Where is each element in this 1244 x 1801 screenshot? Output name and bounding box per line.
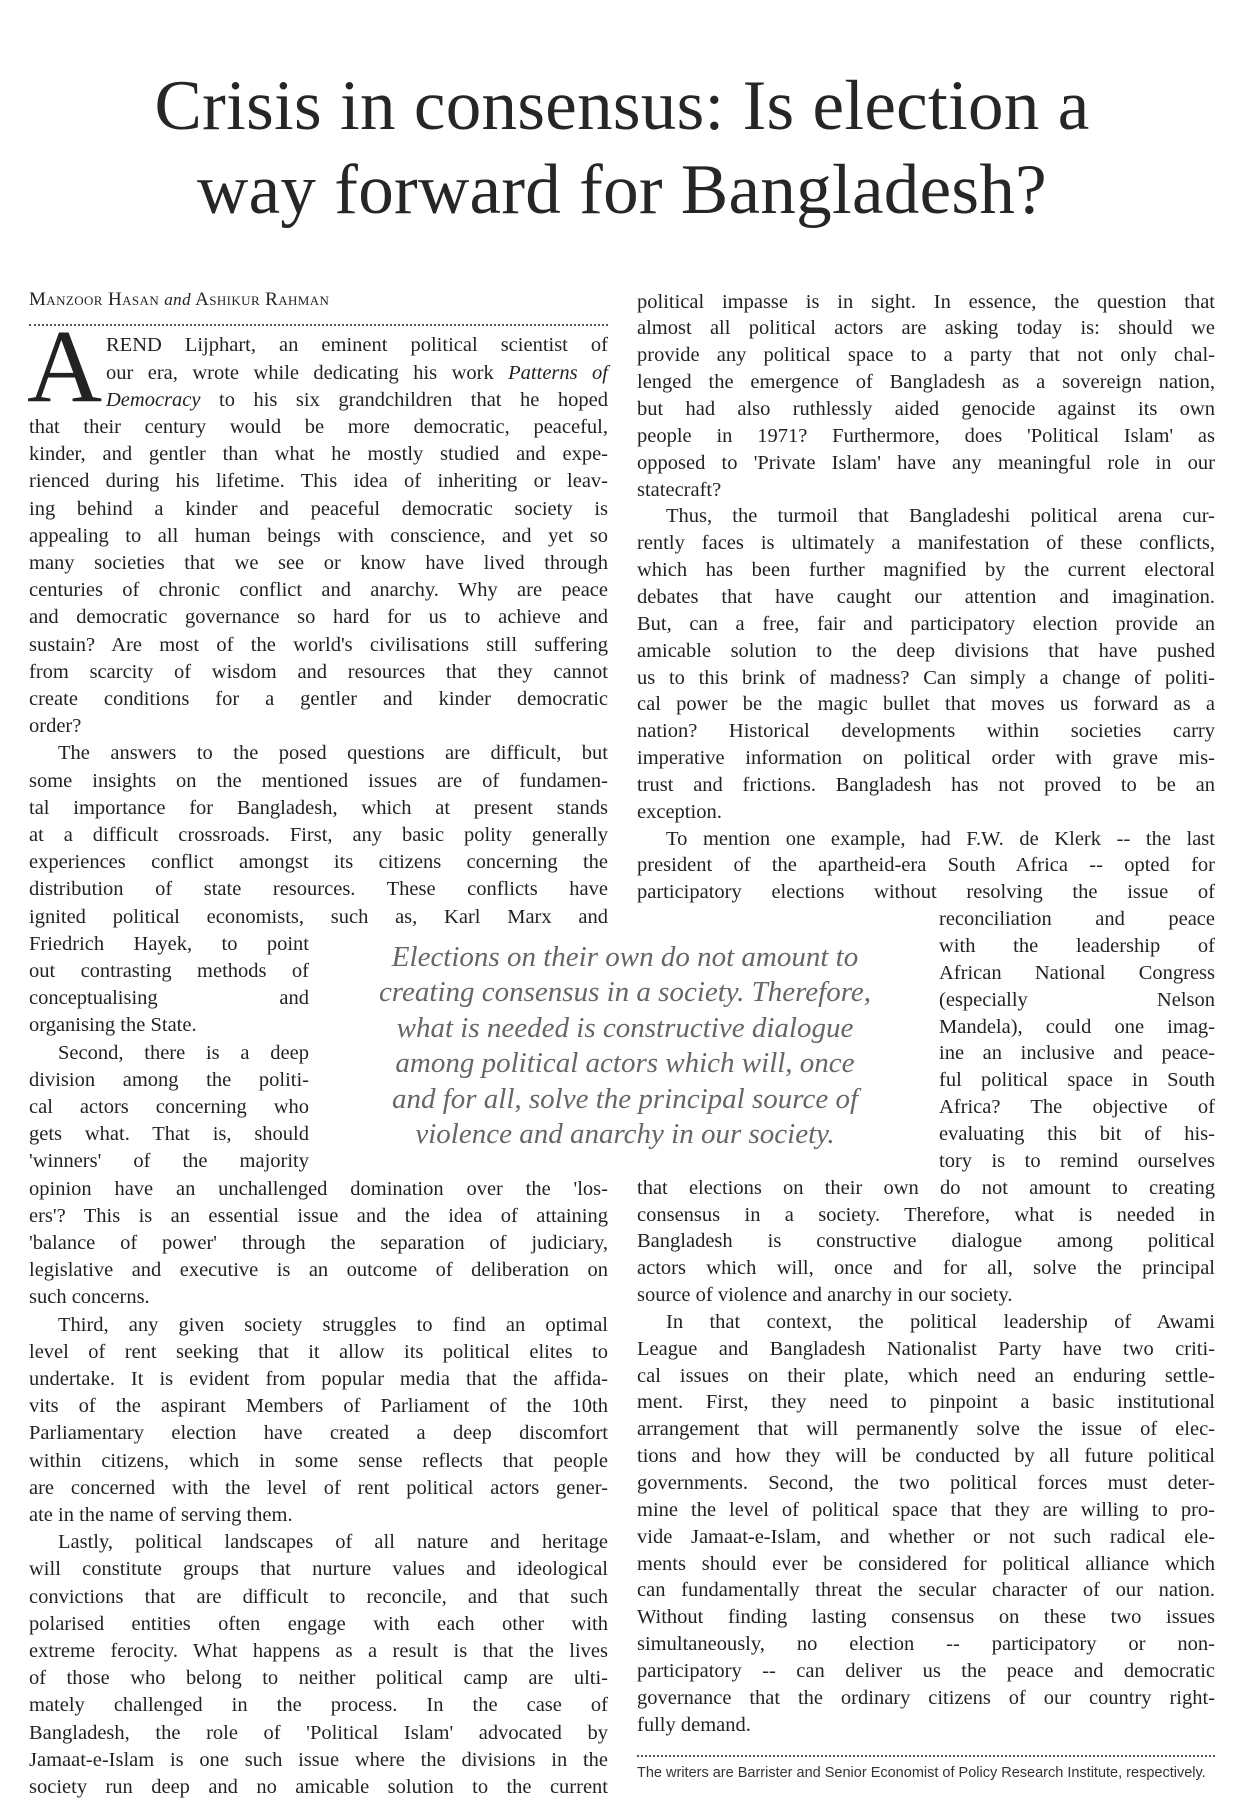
text-line: Thus, the turmoil that Bangladeshi political arena cur- [666, 505, 1215, 528]
text-line: governance that the ordinary citizens of our country right- [637, 1686, 1215, 1709]
text-line: cal actors concerning who [29, 1096, 309, 1118]
text-line: ment. First, they need to pinpoint a basic institutional [637, 1391, 1215, 1414]
text-line: source of violence and anarchy in our society. [637, 1284, 1013, 1307]
text-line: which has been further magnified by the current electoral [637, 559, 1215, 582]
text-line: president of the apartheid-era South Africa -- opted for [637, 854, 1215, 877]
text-line: governments. Second, the two political forces must deter- [637, 1472, 1215, 1494]
text-line: Bangladesh, the role of 'Political Islam' advocated by [29, 1721, 608, 1744]
text-line: Second, there is a deep [58, 1041, 309, 1064]
text-line: political impasse is in sight. In essence, the question that [637, 290, 1215, 313]
text-line: League and Bangladesh Nationalist Party have two criti- [637, 1337, 1215, 1360]
text-line: participatory elections without resolving the issue of [637, 881, 1215, 904]
pull-quote-line: violence and anarchy in our society. [415, 1118, 835, 1151]
text-line: kinder, and gentler than what he mostly studied and expe- [29, 443, 608, 466]
text-line: ine an inclusive and peace- [939, 1042, 1215, 1065]
text-line: participatory -- can deliver us the peace and democratic [637, 1659, 1215, 1682]
text-line: The answers to the posed questions are difficult, but [58, 742, 608, 765]
text-line: convictions that are difficult to reconcile, and that such [29, 1585, 608, 1608]
text-line: To mention one example, had F.W. de Klerk -- the last [666, 827, 1215, 850]
text-line: trust and frictions. Bangladesh has not proved to be an [637, 773, 1215, 796]
text-line: Without finding lasting consensus on these two issues [637, 1606, 1215, 1629]
text-line: within citizens, which in some sense reflects that people [29, 1449, 608, 1472]
text-line: exception. [637, 800, 722, 823]
text-line: ments should ever be considered for political alliance which [637, 1552, 1215, 1575]
text-line: ignited political economists, such as, Karl Marx and [29, 905, 608, 928]
text-line: consensus in a society. Therefore, what is needed in [637, 1203, 1215, 1226]
headline-line-1: Crisis in consensus: Is election a [154, 67, 1090, 145]
text-line: but had also ruthlessly aided genocide against its own [637, 398, 1215, 420]
text-line: amicable solution to the deep divisions that have pushed [637, 639, 1215, 662]
text-line: African National Congress [939, 961, 1215, 984]
text-line: polarised entities often engage with each other with [29, 1612, 608, 1635]
text-line: evaluating this bit of his- [939, 1122, 1215, 1145]
text-line: almost all political actors are asking today is: should we [637, 317, 1215, 340]
text-line: experiences conflict amongst its citizens concerning the [29, 851, 608, 874]
drop-cap: A [27, 309, 103, 424]
pull-quote-line: and for all, solve the principal source of [391, 1082, 859, 1115]
pull-quote-line: Elections on their own do not amount to [391, 941, 859, 973]
text-line [106, 360, 608, 387]
byline-conjunction: and [164, 290, 191, 309]
text-line: that elections on their own do not amount to creating [637, 1176, 1215, 1199]
text-line: 'balance of power' through the separation of judiciary, [29, 1232, 608, 1254]
text-line: fully demand. [637, 1713, 751, 1736]
text-line: division among the politi- [29, 1068, 309, 1091]
text-line: from scarcity of wisdom and resources that they cannot [29, 660, 608, 683]
author-footnote: The writers are Barrister and Senior Economist of Policy Research Institute, respectively. [637, 1765, 1206, 1781]
text-line: ing behind a kinder and peaceful democratic society is [29, 497, 608, 520]
text-line: opposed to 'Private Islam' have any meaningful role in our [637, 451, 1215, 474]
text-line: cal power be the magic bullet that moves us forward as a [637, 693, 1215, 716]
text-line: level of rent seeking that it allow its political elites to [29, 1340, 608, 1363]
footnote-divider [637, 1755, 1215, 1757]
text-line: debates that have caught our attention and imagination. [637, 585, 1215, 608]
headline-line-2: way forward for Bangladesh? [197, 151, 1047, 229]
author-2: Ashikur Rahman [195, 289, 330, 310]
text-line: opinion have an unchallenged domination over the 'los- [29, 1177, 608, 1200]
text-line: can fundamentally threat the secular character of our nation. [637, 1579, 1215, 1602]
text-line: distribution of state resources. These conflicts have [29, 878, 608, 901]
text-line: Jamaat-e-Islam is one such issue where the divisions in the [29, 1748, 608, 1771]
text-line: imperative information on political order with grave mis- [637, 747, 1215, 770]
text-line: at a difficult crossroads. First, any basic polity generally [29, 824, 608, 846]
text-line: ate in the name of serving them. [29, 1504, 293, 1526]
text-line: 'winners' of the majority [29, 1150, 309, 1173]
text-line: Lastly, political landscapes of all nature and heritage [58, 1531, 608, 1554]
text-line: with the leadership of [939, 935, 1215, 957]
text-line: that their century would be more democratic, peaceful, [29, 416, 608, 438]
text-line: legislative and executive is an outcome of deliberation on [29, 1259, 608, 1282]
text-line: rienced during his lifetime. This idea of inheriting or leav- [29, 470, 608, 493]
text-line: statecraft? [637, 478, 722, 501]
text-line: Friedrich Hayek, to point [29, 932, 309, 955]
text-line: out contrasting methods of [29, 960, 309, 982]
text-line: (especially Nelson [939, 988, 1215, 1011]
text-line: organising the State. [29, 1014, 197, 1037]
text-line: are concerned with the level of rent political actors gener- [29, 1476, 608, 1499]
pull-quote-line: what is needed is constructive dialogue [396, 1011, 854, 1044]
text-line: arrangement that will permanently solve the issue of elec- [637, 1418, 1215, 1441]
text-line: conceptualising and [29, 987, 309, 1010]
text-line: and democratic governance so hard for us to achieve and [29, 606, 608, 629]
author-1: Manzoor Hasan [29, 289, 160, 310]
text-line: many societies that we see or know have lived through [29, 552, 608, 574]
pull-quote-line: among political actors which will, once [395, 1047, 855, 1080]
text-line: In that context, the political leadership of Awami [666, 1310, 1215, 1333]
text-line: Bangladesh is constructive dialogue among political [637, 1230, 1215, 1253]
text-line: nation? Historical developments within societies carry [637, 720, 1215, 743]
text-line: reconciliation and peace [939, 908, 1215, 931]
text-line: tal importance for Bangladesh, which at present stands [29, 796, 608, 819]
pull-quote-line: creating consensus in a society. Therefore, [378, 976, 872, 1009]
text-line: gets what. That is, should [29, 1123, 309, 1146]
text-line: REND Lijphart, an eminent political scientist of [106, 334, 608, 357]
text-segment: to his six grandchildren that he hoped [200, 388, 608, 411]
text-line: society run deep and no amicable solution to the current [29, 1776, 608, 1798]
text-line: people in 1971? Furthermore, does 'Political Islam' as [637, 424, 1215, 447]
text-line: actors which will, once and for all, solve the principal [637, 1257, 1215, 1280]
text-line: simultaneously, no election -- participatory or non- [637, 1633, 1215, 1656]
text-line: Third, any given society struggles to find an optimal [58, 1313, 608, 1336]
byline [29, 289, 329, 311]
text-line: vide Jamaat-e-Islam, and whether or not such radical ele- [637, 1525, 1215, 1548]
text-line: order? [29, 715, 82, 738]
text-line: such concerns. [29, 1286, 150, 1309]
text-line: vits of the aspirant Members of Parliament of the 10th [29, 1395, 608, 1418]
text-line: Africa? The objective of [939, 1096, 1215, 1119]
pull-quote [330, 940, 920, 1152]
text-line: Mandela), could one imag- [939, 1015, 1215, 1038]
text-line: extreme ferocity. What happens as a result is that the lives [29, 1640, 608, 1662]
text-segment: our era, wrote while dedicating his work [106, 361, 509, 384]
byline-divider [29, 324, 608, 326]
text-line: But, can a free, fair and participatory election provide an [637, 612, 1215, 635]
text-line: will constitute groups that nurture values and ideological [29, 1558, 608, 1581]
text-line: sustain? Are most of the world's civilisations still suffering [29, 633, 608, 656]
text-line: centuries of chronic conflict and anarchy. Why are peace [29, 579, 608, 602]
text-line: tions and how they will be conducted by all future political [637, 1445, 1215, 1468]
text-line: rently faces is ultimately a manifestation of these conflicts, [637, 532, 1215, 555]
text-line [106, 387, 608, 414]
text-line: mately challenged in the process. In the case of [29, 1694, 608, 1717]
italic-title: Patterns of [508, 361, 608, 384]
text-line: undertake. It is evident from popular media that the affida- [29, 1368, 608, 1390]
text-line: cal issues on their plate, which need an enduring settle- [637, 1364, 1215, 1387]
text-line: appealing to all human beings with conscience, and yet so [29, 524, 608, 547]
text-line: lenged the emergence of Bangladesh as a sovereign nation, [637, 371, 1215, 394]
text-line: us to this brink of madness? Can simply a change of politi- [637, 666, 1215, 689]
text-line: some insights on the mentioned issues are of fundamen- [29, 769, 608, 792]
text-line: mine the level of political space that they are willing to pro- [637, 1498, 1215, 1521]
text-line: tory is to remind ourselves [939, 1149, 1215, 1172]
text-line: provide any political space to a party that not only chal- [637, 344, 1215, 367]
italic-title: Democracy [106, 388, 201, 411]
text-line: create conditions for a gentler and kinder democratic [29, 688, 608, 710]
text-line: ers'? This is an essential issue and the idea of attaining [29, 1204, 608, 1227]
text-line: ful political space in South [939, 1069, 1215, 1092]
text-line: Parliamentary election have created a deep discomfort [29, 1422, 608, 1445]
text-line: of those who belong to neither political camp are ulti- [29, 1667, 608, 1690]
